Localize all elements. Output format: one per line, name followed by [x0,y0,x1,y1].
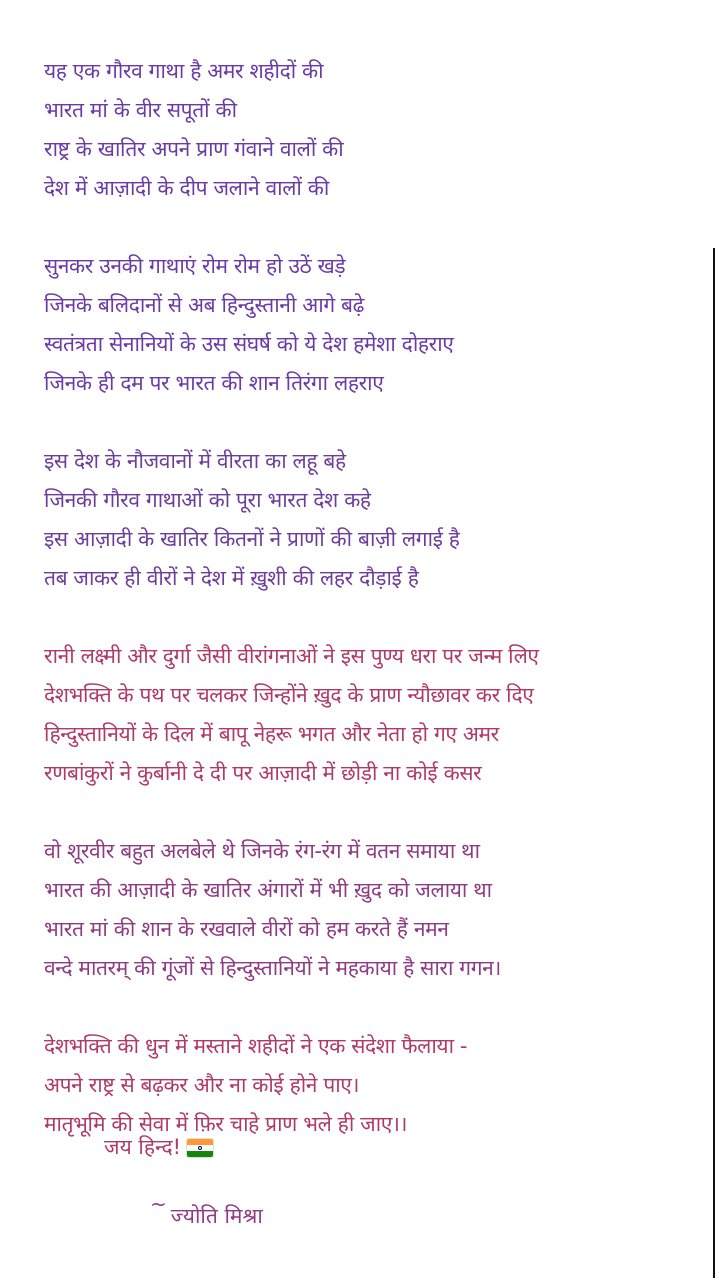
poem-body [44,52,684,1183]
poem-line: जिनके बलिदानों से अब हिन्दुस्तानी आगे बढ़े [44,293,365,317]
poem-line: जिनकी गौरव गाथाओं को पूरा भारत देश कहे [44,488,371,512]
jai-hind-text: जय हिन्द! [104,1135,182,1159]
stanza-1 [44,52,684,208]
poem-line: देश में आज़ादी के दीप जलाने वालों की [44,176,329,200]
author-signature [150,1192,263,1236]
poem-line: अपने राष्ट्र से बढ़कर और ना कोई होने पाए। [44,1073,360,1097]
poem-line: मातृभूमि की सेवा में फ़िर चाहे प्राण भले ही जाए।। [44,1112,408,1136]
tilde-mark: ~ [150,1192,167,1216]
india-flag-icon [187,1139,213,1157]
poem-line: भारत की आज़ादी के खातिर अंगारों में भी ख़ुद को जलाया था [44,878,492,902]
poem-line: स्वतंत्रता सेनानियों के उस संघर्ष को ये देश हमेशा दोहराए [44,332,454,356]
author-name: ज्योति मिश्रा [170,1204,263,1228]
poem-line: इस देश के नौजवानों में वीरता का लहू बहे [44,449,346,473]
jai-hind-line [104,1128,213,1167]
stanza-3 [44,442,684,598]
poem-line: देशभक्ति के पथ पर चलकर जिन्होंने ख़ुद के प्राण न्यौछावर कर दिए [44,683,534,707]
poem-line: भारत मां की शान के रखवाले वीरों को हम करते हैं नमन [44,917,449,941]
poem-line: वो शूरवीर बहुत अलबेले थे जिनके रंग-रंग में वतन समाया था [44,839,480,863]
poem-line: तब जाकर ही वीरों ने देश में ख़ुशी की लहर दौड़ाई है [44,566,419,590]
poem-line: जिनके ही दम पर भारत की शान तिरंगा लहराए [44,371,384,395]
edge-divider [713,248,715,1278]
poem-line: भारत मां के वीर सपूतों की [44,98,237,122]
poem-line: देशभक्ति की धुन में मस्ताने शहीदों ने एक संदेशा फैलाया - [44,1034,468,1058]
poem-line: इस आज़ादी के खातिर कितनों ने प्राणों की बाज़ी लगाई है [44,527,460,551]
stanza-5 [44,832,684,988]
poem-line: रानी लक्ष्मी और दुर्गा जैसी वीरांगनाओं ने इस पुण्य धरा पर जन्म लिए [44,644,539,668]
poem-line: रणबांकुरों ने कुर्बानी दे दी पर आज़ादी में छोड़ी ना कोई कसर [44,761,482,785]
poem-line: वन्दे मातरम् की गूंजों से हिन्दुस्तानियों ने महकाया है सारा गगन। [44,956,501,980]
stanza-4 [44,637,684,793]
poem-line: राष्ट्र के खातिर अपने प्राण गंवाने वालों की [44,137,344,161]
stanza-6 [44,1027,684,1144]
poem-line: सुनकर उनकी गाथाएं रोम रोम हो उठें खड़े [44,254,346,278]
stanza-2 [44,247,684,403]
poem-line: हिन्दुस्तानियों के दिल में बापू नेहरू भगत और नेता हो गए अमर [44,722,499,746]
poem-line: यह एक गौरव गाथा है अमर शहीदों की [44,59,324,83]
